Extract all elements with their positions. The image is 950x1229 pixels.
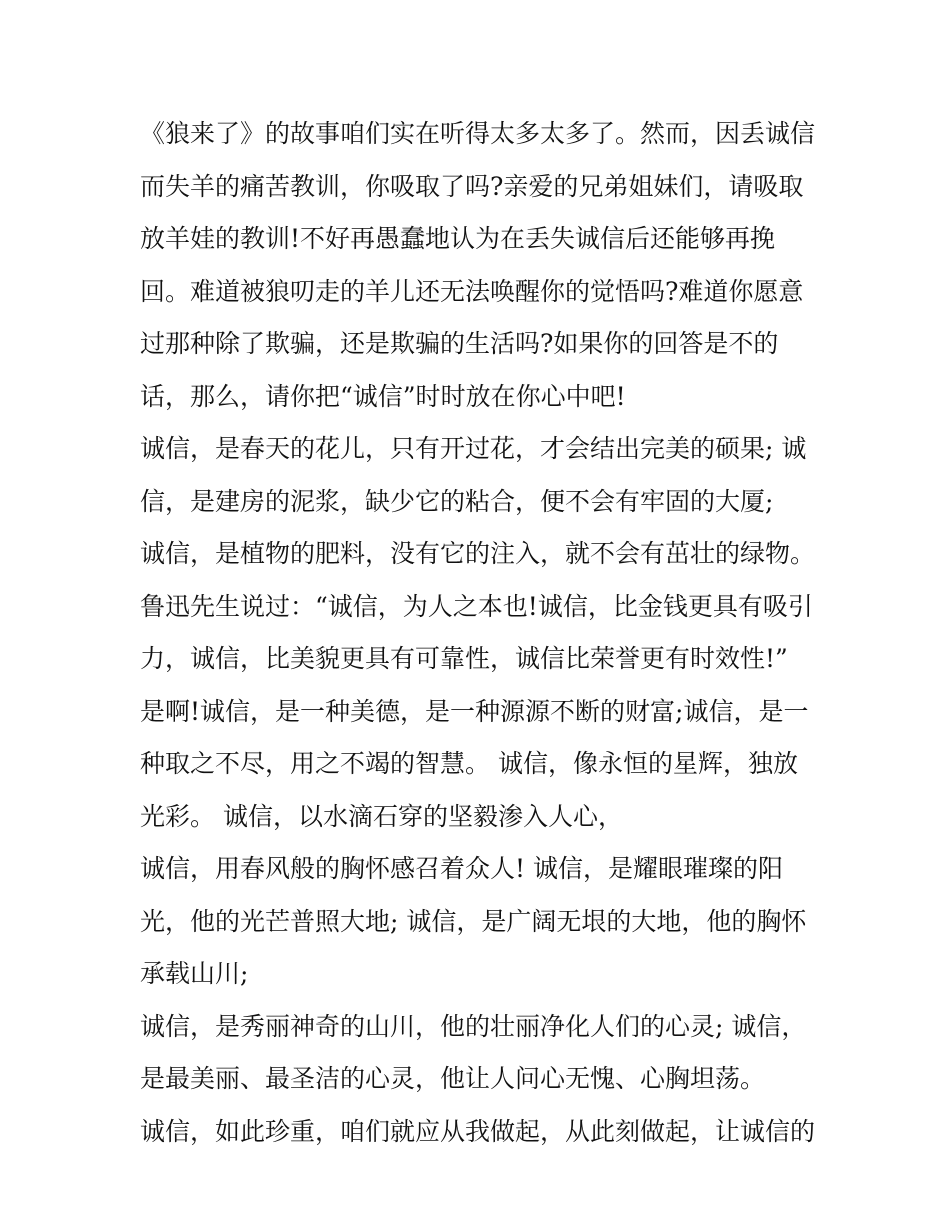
- text-line-20: 诚信，如此珍重，咱们就应从我做起，从此刻做起，让诚信的: [140, 1116, 816, 1146]
- text-line-13: 种取之不尽，用之不竭的智慧。 诚信，像永恒的星辉，独放: [140, 749, 798, 778]
- text-line-7: 诚信，是春天的花儿，只有开过花，才会结出完美的硕果; 诚: [140, 434, 807, 463]
- text-line-8: 信，是建房的泥浆，缺少它的粘合，便不会有牢固的大厦;: [140, 486, 774, 516]
- text-line-4: 回。难道被狼叨走的羊儿还无法唤醒你的觉悟吗?难道你愿意: [140, 276, 804, 306]
- text-line-2: 而失羊的痛苦教训，你吸取了吗?亲爱的兄弟姐妹们，请吸取: [140, 171, 804, 201]
- text-line-6: 话，那么，请你把“诚信”时时放在你心中吧!: [140, 381, 626, 411]
- text-line-5: 过那种除了欺骗，还是欺骗的生活吗?如果你的回答是不的: [140, 329, 779, 358]
- text-line-12: 是啊!诚信，是一种美德，是一种源源不断的财富;诚信，是一: [140, 696, 809, 726]
- text-line-10: 鲁迅先生说过：“诚信，为人之本也!诚信，比金钱更具有吸引: [140, 591, 813, 621]
- text-line-3: 放羊娃的教训!不好再愚蠢地认为在丢失诚信后还能够再挽: [140, 224, 776, 253]
- text-line-19: 是最美丽、最圣洁的心灵，他让人问心无愧、心胸坦荡。: [140, 1064, 766, 1093]
- text-line-15: 诚信，用春风般的胸怀感召着众人! 诚信，是耀眼璀璨的阳: [140, 854, 783, 883]
- text-line-1: 《狼来了》的故事咱们实在听得太多太多了。然而，因丢诚信: [140, 119, 816, 148]
- text-line-17: 承载山川;: [140, 959, 249, 988]
- text-line-11: 力，诚信，比美貌更具有可靠性，诚信比荣誉更有时效性!”: [140, 644, 788, 673]
- text-line-18: 诚信，是秀丽神奇的山川，他的壮丽净化人们的心灵; 诚信，: [140, 1011, 807, 1041]
- text-line-14: 光彩。 诚信，以水滴石穿的坚毅渗入人心，: [140, 801, 623, 831]
- body-text: [140, 108, 830, 1158]
- text-line-16: 光，他的光芒普照大地; 诚信，是广阔无垠的大地，他的胸怀: [140, 906, 807, 936]
- text-line-9: 诚信，是植物的肥料，没有它的注入，就不会有茁壮的绿物。: [140, 539, 816, 568]
